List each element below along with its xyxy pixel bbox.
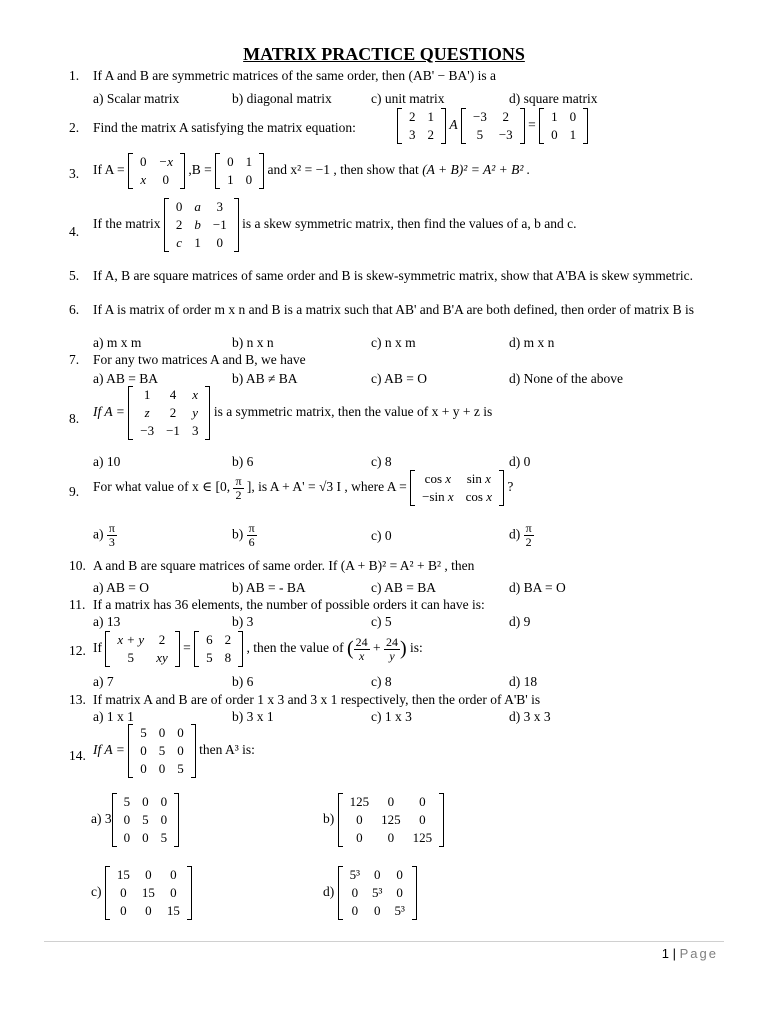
option-a: a) Scalar matrix <box>93 91 180 106</box>
option-c: c) AB = O <box>371 371 427 386</box>
matrix: 0 1 1 0 <box>215 153 264 189</box>
question-text: A and B are square matrices of same order. If (A + B)² = A² + B² , then <box>93 558 475 573</box>
question-text: ,B = <box>188 162 212 178</box>
question-text: ? <box>507 479 514 495</box>
option-a: a) m x m <box>93 335 142 350</box>
fraction: $\frac{\pi}{2}$ <box>235 473 242 502</box>
question-text: For what value of x ∈ [0, <box>93 479 231 495</box>
question-text: If A is matrix of order m x n and B is a matrix such that AB' and B'A are both defined, then order of matrix B is <box>93 302 695 317</box>
option-a: a) AB = BA <box>93 371 158 386</box>
option-b: b) 3 x 1 <box>232 709 274 724</box>
fraction: $\frac{24}{x}$ <box>355 634 368 663</box>
question-12-options <box>0 674 768 694</box>
question-text: Find the matrix A satisfying the matrix equation: <box>93 120 356 135</box>
question-text: and x² = −1 , then show that <box>267 162 419 178</box>
equals-sign: = <box>528 117 536 133</box>
equals-sign: = <box>183 640 191 656</box>
option-b: b) $\frac{\pi}{6}$ <box>232 521 255 549</box>
question-text: If a matrix has 36 elements, the number of possible orders it can have is: <box>93 597 485 612</box>
option-c: c) 8 <box>371 454 392 469</box>
question-9-options <box>0 518 768 554</box>
question-1 <box>0 68 768 88</box>
matrix: 0 −x x 0 <box>128 153 185 189</box>
option-d: d) None of the above <box>509 371 623 386</box>
question-6 <box>0 302 768 336</box>
matrix: 6 2 5 8 <box>194 631 243 667</box>
option-d: d) m x n <box>509 335 555 350</box>
question-number: 3. <box>69 166 80 181</box>
question-7 <box>0 352 768 372</box>
option-b: b) 6 <box>232 454 254 469</box>
option-b: b) 3 <box>232 614 254 629</box>
matrix: 125 0 0 0 125 0 0 0 125 <box>338 793 445 847</box>
matrix: 0 a 3 2 b −1 c 1 0 <box>164 198 239 252</box>
question-text: then A³ is: <box>199 742 255 758</box>
option-c: c) n x m <box>371 335 416 350</box>
option-c: c) 15 0 0 0 15 0 0 0 15 <box>91 866 192 920</box>
matrix: 15 0 0 0 15 0 0 0 15 <box>105 866 192 920</box>
option-c: c) 1 x 3 <box>371 709 412 724</box>
matrix: 5 0 0 0 5 0 0 0 5 <box>128 724 196 778</box>
option-d: d) BA = O <box>509 580 566 595</box>
option-a: a) 3 5 0 0 0 5 0 0 0 5 <box>91 793 179 847</box>
question-text: If A and B are symmetric matrices of the same order, then (AB' − BA') is a <box>93 68 496 83</box>
question-text: If A = <box>93 404 125 420</box>
option-b: b) AB = - BA <box>232 580 306 595</box>
page-number: 1 <box>661 946 669 961</box>
question-number: 14. <box>69 748 86 763</box>
question-number: 2. <box>69 120 80 135</box>
question-number: 7. <box>69 352 80 367</box>
matrix: cos x sin x −sin x cos x <box>410 470 504 506</box>
option-b: b) 125 0 0 0 125 0 0 0 125 <box>323 793 444 847</box>
question-number: 1. <box>69 68 80 83</box>
option-a: a) 10 <box>93 454 121 469</box>
question-number: 12. <box>69 643 86 658</box>
option-c: c) 0 <box>371 528 392 543</box>
matrix: −3 2 5 −3 <box>461 108 525 144</box>
question-14-body <box>93 724 255 778</box>
question-text: , then the value of <box>246 640 344 656</box>
page-label: Page <box>679 946 718 961</box>
question-text: is: <box>410 640 423 656</box>
option-d: d) $\frac{\pi}{2}$ <box>509 521 532 549</box>
option-a: a) $\frac{\pi}{3}$ <box>93 521 115 549</box>
option-d: d) 5³ 0 0 0 5³ 0 0 0 5³ <box>323 866 417 920</box>
page-title: MATRIX PRACTICE QUESTIONS <box>243 44 525 64</box>
question-text: If <box>93 640 102 656</box>
page-footer <box>662 946 718 961</box>
matrix: 2 1 3 2 <box>397 108 446 144</box>
question-text: is a skew symmetric matrix, then find the values of a, b and c. <box>242 216 577 232</box>
question-number: 11. <box>69 597 86 612</box>
option-d: d) 18 <box>509 674 538 689</box>
option-a: a) 13 <box>93 614 121 629</box>
option-a: a) AB = O <box>93 580 149 595</box>
option-b: b) 6 <box>232 674 254 689</box>
question-text: If the matrix <box>93 216 161 232</box>
expression: ( <box>346 637 354 660</box>
question-1-options <box>0 91 768 111</box>
fraction: $\frac{24}{y}$ <box>386 634 398 663</box>
matrix-equation <box>397 108 588 144</box>
option-c: c) 5 <box>371 614 392 629</box>
option-c: c) AB = BA <box>371 580 436 595</box>
matrix: x + y 2 5 xy <box>105 631 179 667</box>
option-a: a) 1 x 1 <box>93 709 134 724</box>
option-d: d) 0 <box>509 454 531 469</box>
question-text: If A, B are square matrices of same order and B is skew-symmetric matrix, show that A'BA is skew symmetric. <box>93 268 694 283</box>
question-text: If A = <box>93 742 125 758</box>
matrix: 5 0 0 0 5 0 0 0 5 <box>112 793 180 847</box>
question-8-body <box>93 386 492 440</box>
question-10 <box>0 558 768 578</box>
question-12-body: If x + y 2 5 xy = 6 2 5 8 , then the value of ( $\frac{24}{x}$ + $\frac{24}{y}$ ) is: <box>93 632 423 665</box>
matrix-variable: A <box>449 117 458 133</box>
matrix: 1 0 0 1 <box>539 108 588 144</box>
question-number: 4. <box>69 224 80 239</box>
question-text: If matrix A and B are of order 1 x 3 and 3 x 1 respectively, then the order of A'B' is <box>93 692 541 707</box>
option-c: c) 8 <box>371 674 392 689</box>
question-number: 8. <box>69 411 80 426</box>
question-text: is a symmetric matrix, then the value of x + y + z is <box>213 404 493 420</box>
option-d: d) 9 <box>509 614 531 629</box>
matrix: 5³ 0 0 0 5³ 0 0 0 5³ <box>338 866 417 920</box>
option-d: d) 3 x 3 <box>509 709 551 724</box>
question-number: 5. <box>69 268 80 283</box>
footer-separator: | <box>672 946 676 961</box>
question-text: ], is A + A' = √3 I , where A = <box>246 479 407 495</box>
question-number: 9. <box>69 484 80 499</box>
footer-divider <box>44 941 724 942</box>
question-text: If A = <box>93 162 125 178</box>
option-a: a) 7 <box>93 674 114 689</box>
option-b: b) diagonal matrix <box>232 91 332 106</box>
equation: (A + B)² = A² + B² . <box>422 162 531 178</box>
question-2 <box>0 120 768 140</box>
option-b: b) n x n <box>232 335 274 350</box>
question-3-body <box>93 153 530 189</box>
question-number: 6. <box>69 302 80 317</box>
question-number: 10. <box>69 558 86 573</box>
option-c: c) unit matrix <box>371 91 445 106</box>
question-4-body <box>93 198 577 252</box>
option-b: b) AB ≠ BA <box>232 371 298 386</box>
question-text: For any two matrices A and B, we have <box>93 352 306 367</box>
option-d: d) square matrix <box>509 91 598 106</box>
question-5 <box>0 268 768 302</box>
question-9-body <box>93 470 513 506</box>
question-number: 13. <box>69 692 86 707</box>
matrix: 1 4 x z 2 y −3 −1 3 <box>128 386 210 440</box>
